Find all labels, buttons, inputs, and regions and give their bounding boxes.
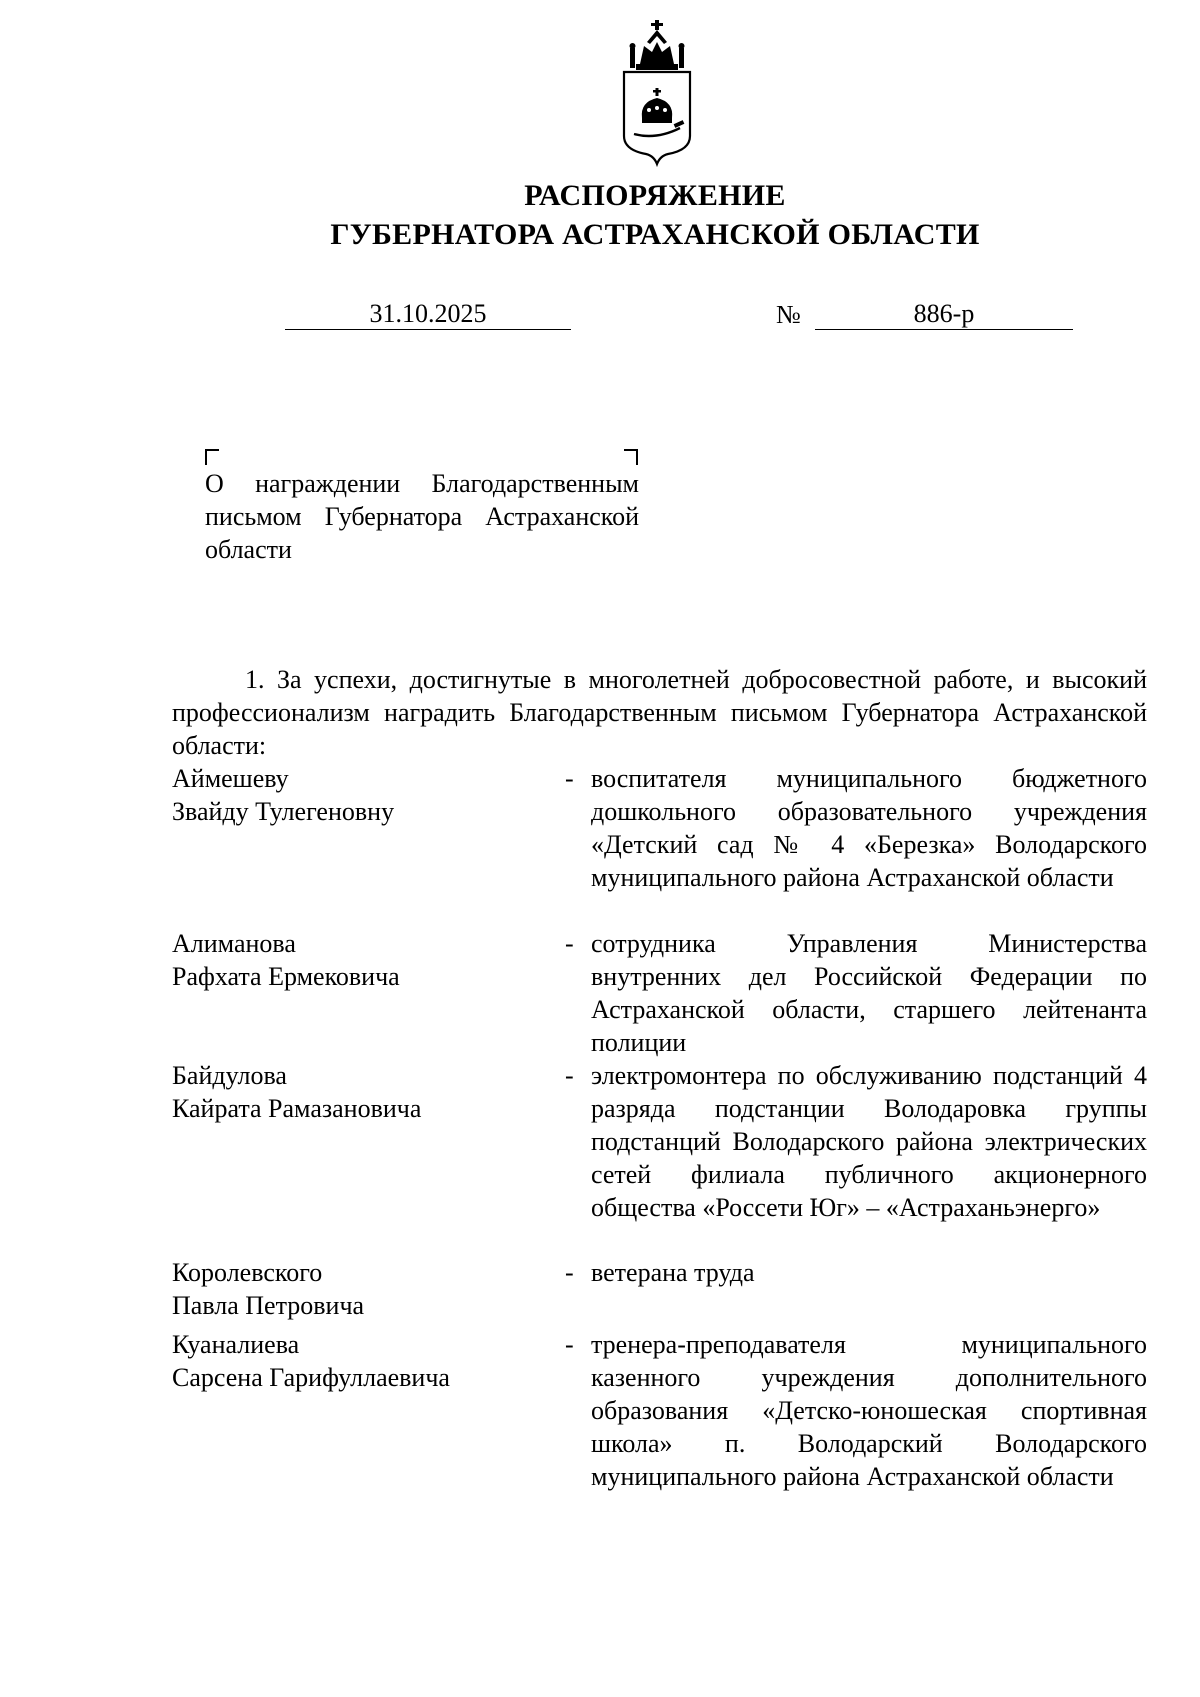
subject-bracket-right bbox=[624, 449, 638, 465]
awardee-dash: - bbox=[565, 1330, 574, 1359]
awardee-description: воспитателя муниципального бюджетного дошкольного образовательного учреждения «Детский сад № 4 «Березка» Володарского муниципального района Астраханской области bbox=[591, 764, 1147, 892]
awardee-description: электромонтера по обслуживанию подстанций 4 разряда подстанции Володаровка группы подстанций Володарского района электрических сетей филиала публичного акционерного общества «Россети Юг» – «Астраханьэнерго» bbox=[591, 1061, 1147, 1222]
awardee-name bbox=[172, 927, 552, 993]
awardee-surname: Алиманова bbox=[172, 929, 296, 958]
awardee-surname: Аймешеву bbox=[172, 764, 289, 793]
awardee-given-names: Павла Петровича bbox=[172, 1291, 365, 1320]
document-issuer: ГУБЕРНАТОРА АСТРАХАНСКОЙ ОБЛАСТИ bbox=[330, 218, 980, 251]
awardee-name bbox=[172, 1256, 552, 1322]
document-subject: О награждении Благодарственным письмом Губернатора Астраханской области bbox=[205, 469, 639, 564]
awardee-dash: - bbox=[565, 764, 574, 793]
coat-of-arms-emblem bbox=[618, 18, 696, 174]
document-title: РАСПОРЯЖЕНИЕ bbox=[524, 179, 786, 212]
awardee-name bbox=[172, 762, 552, 828]
awardee-surname: Королевского bbox=[172, 1258, 323, 1287]
awardee-description: сотрудника Управления Министерства внутренних дел Российской Федерации по Астраханской области, старшего лейтенанта полиции bbox=[591, 929, 1147, 1057]
awardee-dash: - bbox=[565, 929, 574, 958]
awardee-surname: Куаналиева bbox=[172, 1330, 300, 1359]
document-date: 31.10.2025 bbox=[285, 299, 571, 330]
paragraph-1: 1. За успехи, достигнутые в многолетней добросовестной работе, и высокий профессионализм наградить Благодарственным письмом Губернатора Астраханской области: bbox=[172, 665, 1147, 760]
number-sign: № bbox=[776, 300, 801, 329]
awardee-given-names: Звайду Тулегеновну bbox=[172, 797, 395, 826]
document-number: 886-р bbox=[815, 299, 1073, 330]
awardee-description: тренера-преподавателя муниципального казенного учреждения дополнительного образования «Детско-юношеская спортивная школа» п. Володарский Володарского муниципального района Астраханской области bbox=[591, 1330, 1147, 1491]
awardee-description: ветерана труда bbox=[591, 1258, 755, 1287]
subject-bracket-left bbox=[205, 449, 219, 465]
awardee-given-names: Сарсена Гарифуллаевича bbox=[172, 1363, 450, 1392]
awardee-surname: Байдулова bbox=[172, 1061, 287, 1090]
awardee-name bbox=[172, 1328, 552, 1394]
awardee-name bbox=[172, 1059, 552, 1125]
awardee-dash: - bbox=[565, 1258, 574, 1287]
awardee-given-names: Кайрата Рамазановича bbox=[172, 1094, 422, 1123]
awardee-dash: - bbox=[565, 1061, 574, 1090]
awardee-given-names: Рафхата Ермековича bbox=[172, 962, 400, 991]
